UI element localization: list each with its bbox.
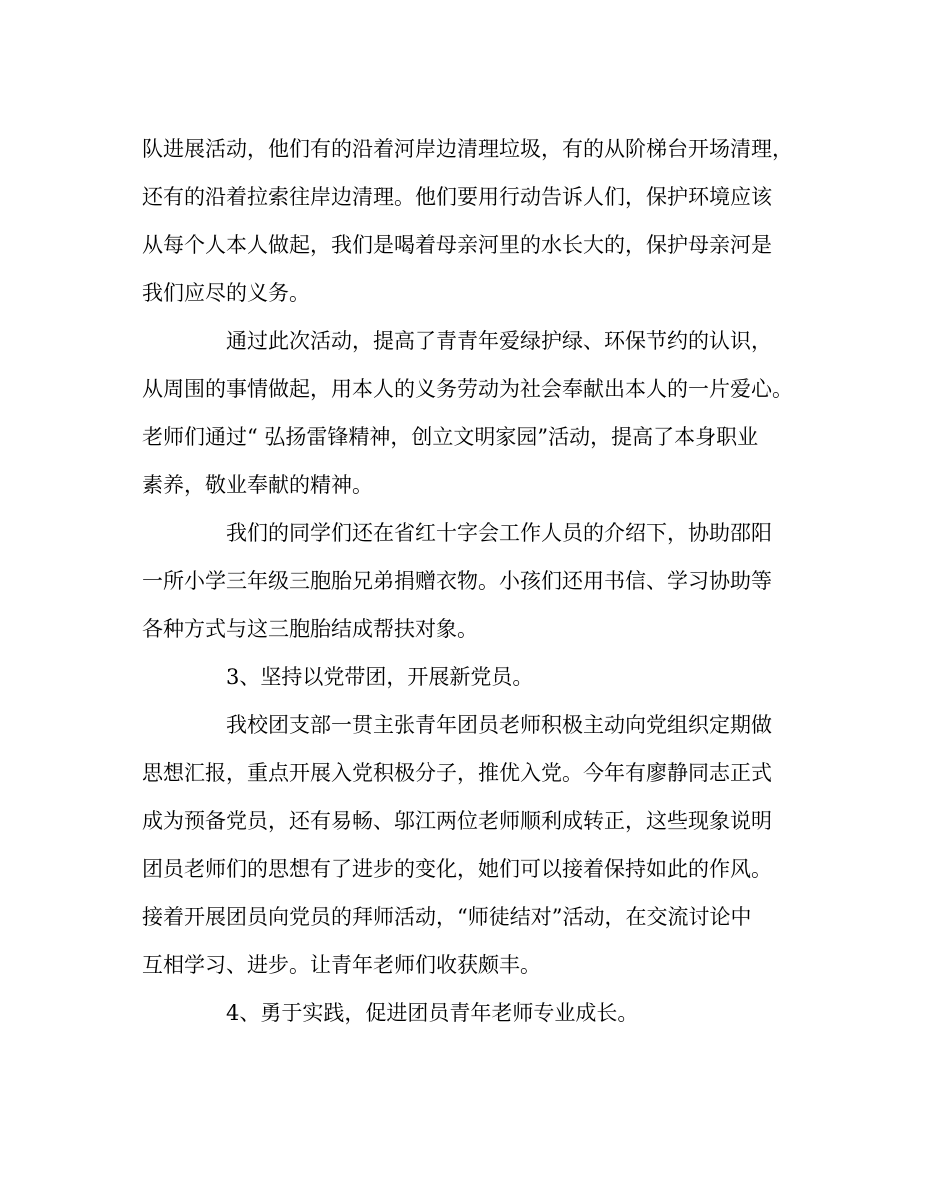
paragraph-line: 从周围的事情做起，用本人的义务劳动为社会奉献出本人的一片爱心。 (142, 377, 793, 401)
paragraph-line: 一所小学三年级三胞胎兄弟捐赠衣物。小孩们还用书信、学习协助等 (142, 569, 772, 593)
paragraph-line: 思想汇报，重点开展入党积极分子，推优入党。今年有廖静同志正式 (142, 761, 772, 785)
paragraph-line: 团员老师们的思想有了进步的变化，她们可以接着保持如此的作风。 (142, 857, 772, 881)
paragraph-line: 通过此次活动，提高了青青年爱绿护绿、环保节约的认识， (226, 329, 772, 353)
paragraph-line: 还有的沿着拉索往岸边清理。他们要用行动告诉人们，保护环境应该 (142, 185, 772, 209)
paragraph-line: 互相学习、进步。让青年老师们收获颇丰。 (142, 953, 541, 977)
paragraph-line: 我们应尽的义务。 (142, 281, 310, 305)
paragraph-line: 我们的同学们还在省红十字会工作人员的介绍下，协助邵阳 (226, 521, 772, 545)
section-heading: 3、坚持以党带团，开展新党员。 (226, 665, 534, 689)
paragraph-line: 我校团支部一贯主张青年团员老师积极主动向党组织定期做 (226, 713, 772, 737)
paragraph-line: 成为预备党员，还有易畅、邬江两位老师顺利成转正，这些现象说明 (142, 809, 772, 833)
section-heading: 4、勇于实践，促进团员青年老师专业成长。 (226, 1001, 639, 1025)
paragraph-line: 各种方式与这三胞胎结成帮扶对象。 (142, 617, 478, 641)
paragraph-line: 素养，敬业奉献的精神。 (142, 473, 373, 497)
paragraph-line: 从每个人本人做起，我们是喝着母亲河里的水长大的，保护母亲河是 (142, 233, 772, 257)
paragraph-line: 接着开展团员向党员的拜师活动，“师徒结对”活动，在交流讨论中 (142, 905, 752, 929)
paragraph-line: 队进展活动，他们有的沿着河岸边清理垃圾，有的从阶梯台开场清理， (142, 137, 793, 161)
paragraph-line: 老师们通过“ 弘扬雷锋精神，创立文明家园”活动，提高了本身职业 (142, 425, 759, 449)
